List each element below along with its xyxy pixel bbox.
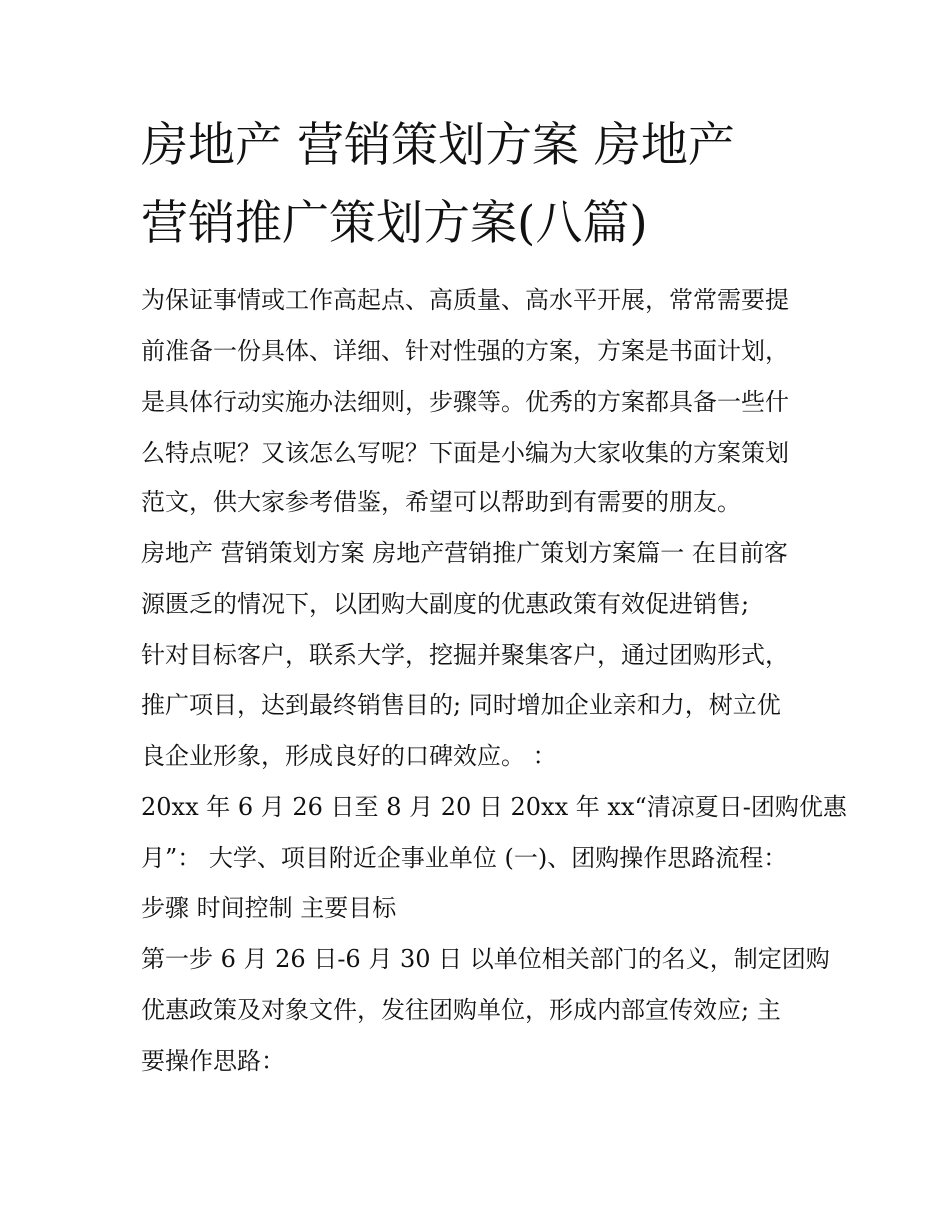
body-line-13: 步骤 时间控制 主要目标 (141, 894, 397, 922)
body-line-16: 要操作思路： (141, 1047, 285, 1075)
body-line-12: 月”： 大学、项目附近企事业单位 (一)、团购操作思路流程： (141, 844, 788, 872)
body-line-1: 为保证事情或工作高起点、高质量、高水平开展，常常需要提 (141, 286, 789, 314)
body-line-14: 第一步 6 月 26 日-6 月 30 日 以单位相关部门的名义，制定团购 (141, 945, 830, 973)
document-title-line-2: 营销推广策划方案(八篇) (141, 196, 648, 251)
document-title-line-1: 房地产 营销策划方案 房地产 (141, 118, 735, 173)
body-line-2: 前准备一份具体、详细、针对性强的方案，方案是书面计划， (141, 337, 789, 365)
body-line-7: 源匮乏的情况下，以团购大副度的优惠政策有效促进销售; (141, 590, 750, 618)
body-line-4: 么特点呢？又该怎么写呢？下面是小编为大家收集的方案策划 (141, 439, 789, 467)
body-line-3: 是具体行动实施办法细则，步骤等。优秀的方案都具备一些什 (141, 388, 789, 416)
body-line-15: 优惠政策及对象文件，发往团购单位，形成内部宣传效应; 主 (141, 996, 781, 1024)
body-line-10: 良企业形象，形成良好的口碑效应。 ： (141, 742, 557, 770)
body-line-8: 针对目标客户，联系大学，挖掘并聚集客户，通过团购形式， (141, 641, 789, 669)
body-line-6: 房地产 营销策划方案 房地产营销推广策划方案篇一 在目前客 (141, 539, 788, 567)
body-line-11: 20xx 年 6 月 26 日至 8 月 20 日 20xx 年 xx“清凉夏日-团购优惠 (141, 793, 847, 821)
body-line-9: 推广项目，达到最终销售目的; 同时增加企业亲和力，树立优 (141, 691, 781, 719)
body-line-5: 范文，供大家参考借鉴，希望可以帮助到有需要的朋友。 (141, 488, 741, 516)
